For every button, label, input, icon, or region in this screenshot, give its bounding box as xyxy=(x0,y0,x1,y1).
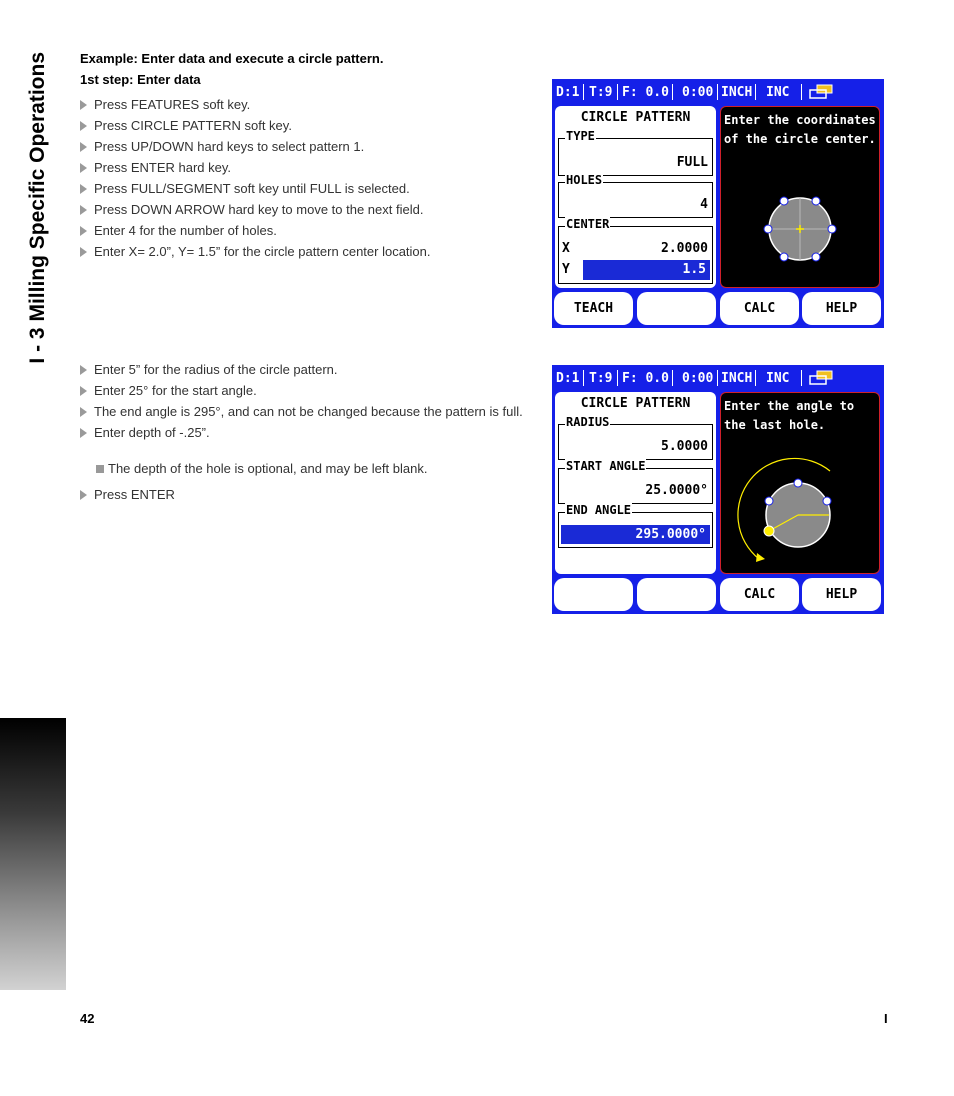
help-softkey[interactable]: HELP xyxy=(802,292,881,325)
arrow-icon xyxy=(80,121,87,131)
help-panel xyxy=(720,106,880,288)
status-d: D:1 xyxy=(556,85,580,100)
list-item: Press FEATURES soft key. xyxy=(80,97,528,112)
softkey-bar xyxy=(552,291,884,328)
type-field[interactable] xyxy=(558,129,713,176)
status-f: F: 0.0 xyxy=(622,371,669,386)
dro-screen-2 xyxy=(552,365,884,614)
form-title: CIRCLE PATTERN xyxy=(580,110,691,125)
status-mode: INC xyxy=(766,371,790,386)
start-angle-label: START ANGLE xyxy=(566,459,646,473)
list-item: Press ENTER xyxy=(80,487,528,502)
center-field[interactable] xyxy=(558,217,713,284)
blank-softkey[interactable] xyxy=(637,578,716,611)
status-bar xyxy=(552,365,884,391)
note: The depth of the hole is optional, and may be left blank. xyxy=(96,461,427,476)
arrow-icon xyxy=(80,490,87,500)
list-item: Press FULL/SEGMENT soft key until FULL is selected. xyxy=(80,181,528,196)
arrow-icon xyxy=(80,247,87,257)
status-t: T:9 xyxy=(589,371,613,386)
blank-softkey[interactable] xyxy=(637,292,716,325)
arrow-icon xyxy=(80,407,87,417)
arrow-icon xyxy=(80,184,87,194)
x-label: X xyxy=(562,241,570,256)
y-value[interactable]: 1.5 xyxy=(583,260,710,280)
side-tab-gradient xyxy=(0,718,66,990)
arrow-icon xyxy=(80,100,87,110)
calc-softkey[interactable]: CALC xyxy=(720,292,799,325)
start-angle-field[interactable] xyxy=(558,459,713,504)
teach-softkey[interactable]: TEACH xyxy=(554,292,633,325)
blank-softkey[interactable] xyxy=(554,578,633,611)
list-item: The end angle is 295°, and can not be changed because the pattern is full. xyxy=(80,404,525,419)
step-list-3 xyxy=(80,487,528,508)
step-heading: 1st step: Enter data xyxy=(80,72,201,87)
tool-icon xyxy=(808,370,834,386)
holes-value: 4 xyxy=(700,197,708,212)
type-label: TYPE xyxy=(566,129,595,143)
list-item: Enter depth of -.25”. xyxy=(80,425,525,440)
step-list-2 xyxy=(80,362,525,446)
y-label: Y xyxy=(562,262,570,277)
calc-softkey[interactable]: CALC xyxy=(720,578,799,611)
side-title-text: I - 3 Milling Specific Operations xyxy=(26,52,49,364)
chapter-marker: I xyxy=(884,1011,888,1026)
status-unit: INCH xyxy=(721,371,753,386)
circle-pattern-form xyxy=(555,106,716,288)
arrow-icon xyxy=(80,226,87,236)
status-time: 0:00 xyxy=(682,85,714,100)
status-f: F: 0.0 xyxy=(622,85,669,100)
status-bar xyxy=(552,79,884,105)
list-item: Press ENTER hard key. xyxy=(80,160,528,175)
form-title: CIRCLE PATTERN xyxy=(580,396,691,411)
status-unit: INCH xyxy=(721,85,753,100)
step-list-1 xyxy=(80,97,528,265)
angle-graphic xyxy=(721,393,879,573)
arrow-icon xyxy=(80,365,87,375)
arrow-icon xyxy=(80,163,87,173)
radius-field[interactable] xyxy=(558,415,713,460)
end-angle-label: END ANGLE xyxy=(566,503,632,517)
help-softkey[interactable]: HELP xyxy=(802,578,881,611)
side-title xyxy=(26,52,70,452)
arrow-icon xyxy=(80,386,87,396)
help-text: Enter the coordinates of the circle center. xyxy=(724,113,876,146)
x-value[interactable]: 2.0000 xyxy=(661,241,708,256)
list-item: Press DOWN ARROW hard key to move to the next field. xyxy=(80,202,528,217)
circle-pattern-form xyxy=(555,392,716,574)
softkey-bar xyxy=(552,577,884,614)
bullet-square-icon xyxy=(96,465,104,473)
radius-label: RADIUS xyxy=(566,415,610,429)
arrow-icon xyxy=(80,142,87,152)
dro-screen-1 xyxy=(552,79,884,328)
status-t: T:9 xyxy=(589,85,613,100)
list-item: Press UP/DOWN hard keys to select pattern 1. xyxy=(80,139,528,154)
page-number: 42 xyxy=(80,1011,95,1026)
status-mode: INC xyxy=(766,85,790,100)
holes-label: HOLES xyxy=(566,173,603,187)
tool-icon xyxy=(808,84,834,100)
status-d: D:1 xyxy=(556,371,580,386)
list-item: Enter 4 for the number of holes. xyxy=(80,223,528,238)
list-item: Enter 25° for the start angle. xyxy=(80,383,525,398)
start-angle-value: 25.0000° xyxy=(645,483,708,498)
end-angle-field[interactable] xyxy=(558,503,713,548)
help-text: Enter the angle to the last hole. xyxy=(724,399,855,432)
status-time: 0:00 xyxy=(682,371,714,386)
center-label: CENTER xyxy=(566,217,610,231)
holes-field[interactable] xyxy=(558,173,713,218)
type-value: FULL xyxy=(676,155,708,170)
arrow-icon xyxy=(80,205,87,215)
radius-value: 5.0000 xyxy=(661,439,708,454)
arrow-icon xyxy=(80,428,87,438)
circle-pattern-graphic xyxy=(721,107,879,287)
list-item: Enter X= 2.0”, Y= 1.5” for the circle pattern center location. xyxy=(80,244,528,259)
example-heading: Example: Enter data and execute a circle pattern. xyxy=(80,51,384,66)
help-panel xyxy=(720,392,880,574)
list-item: Press CIRCLE PATTERN soft key. xyxy=(80,118,528,133)
list-item: Enter 5” for the radius of the circle pattern. xyxy=(80,362,525,377)
end-angle-value[interactable]: 295.0000° xyxy=(561,525,710,544)
